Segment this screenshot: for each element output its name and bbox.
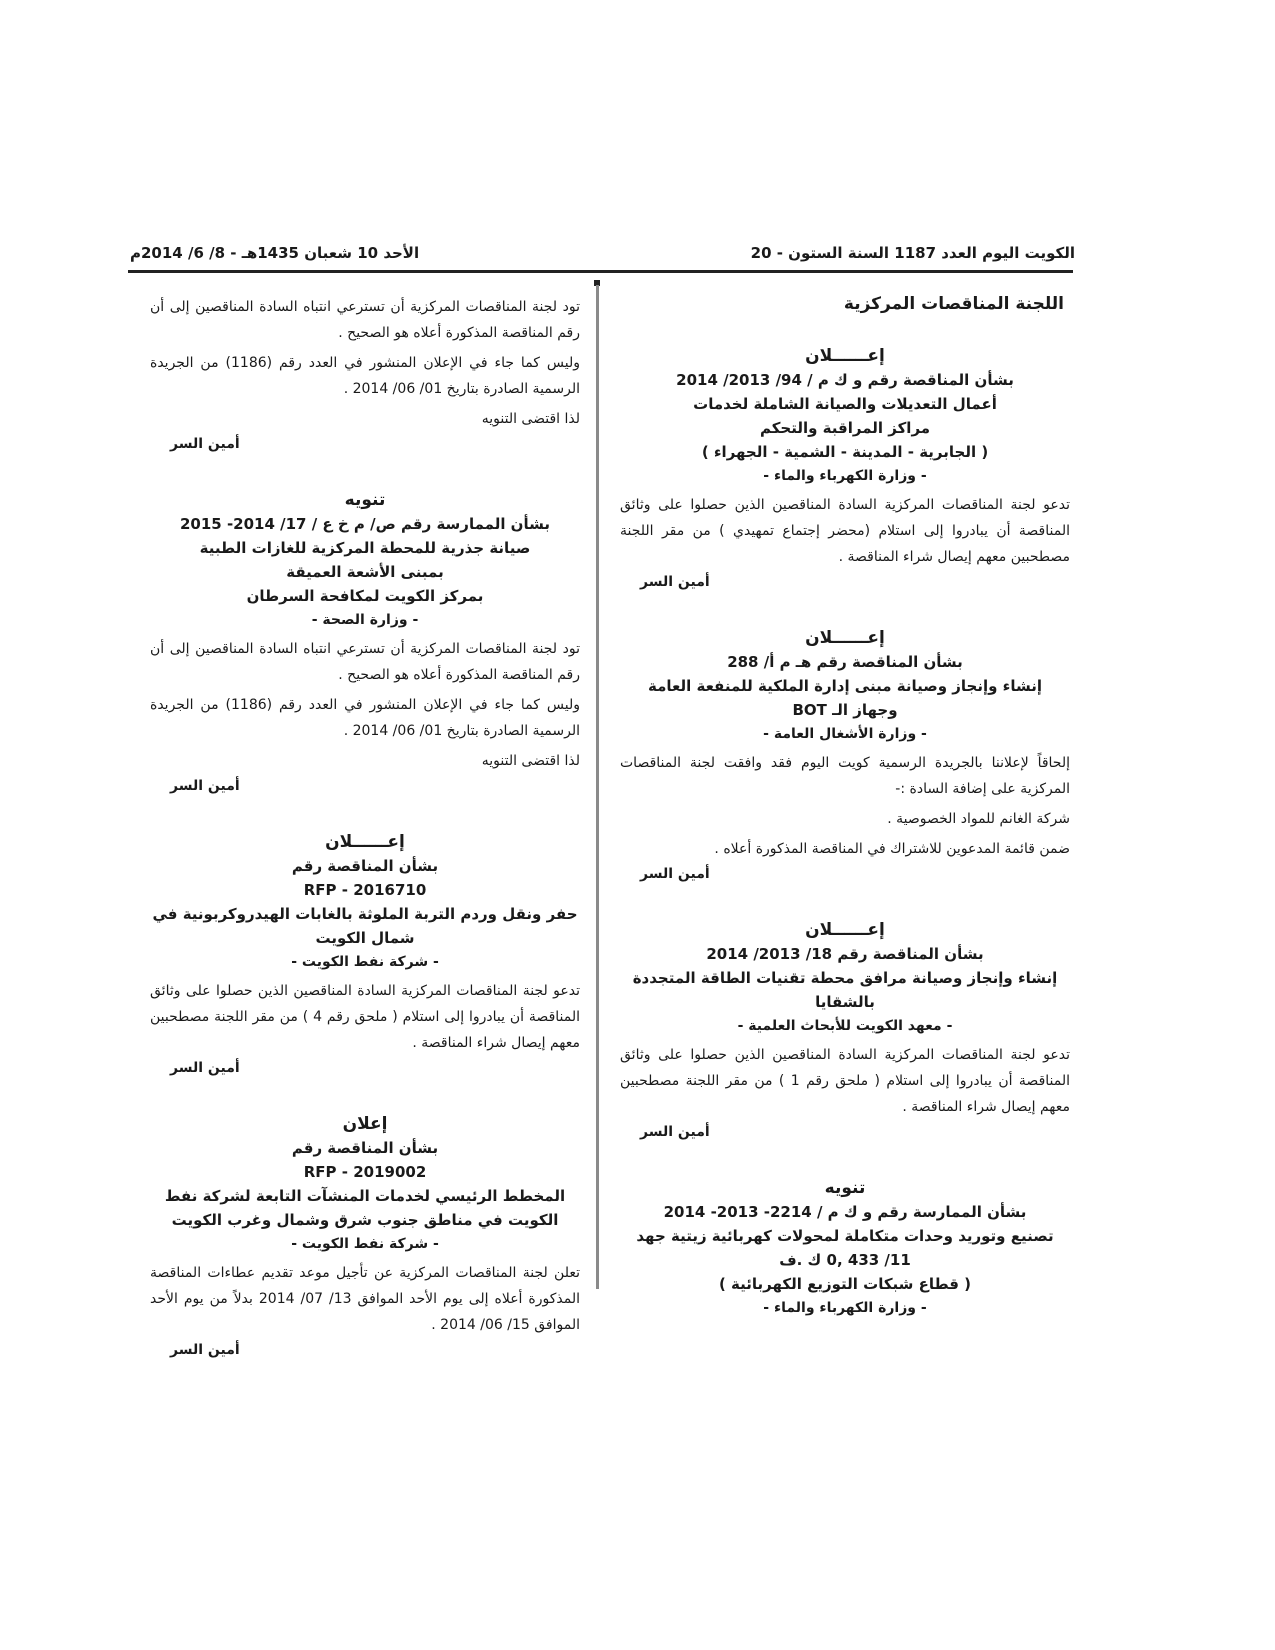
notice-body: تدعو لجنة المناقصات المركزية السادة المناقصين الذين حصلوا على وثائق المناقصة أن يبادروا إلى استلام (محضر إجتماع تمهيدي ) من مقر اللجنة مصطحبين معهم إيصال شراء المناقصة . (620, 497, 1070, 565)
notice-rfp-number: RFP - 2019002 (303, 1163, 427, 1181)
notice-rfp-2019002 (150, 1112, 580, 1358)
notice-body: تدعو لجنة المناقصات المركزية السادة المناقصين الذين حصلوا على وثائق المناقصة أن يبادروا إلى استلام ( ملحق رقم 1 ) من مقر اللجنة مصطحبين معهم إيصال شراء المناقصة . (620, 1047, 1070, 1115)
notice-organization: - شركة نفط الكويت - (291, 1236, 439, 1252)
notice-number: بشأن الممارسة رقم ص/ م خ ع / 17/ 2014- 2015 (179, 515, 551, 533)
section-title: اللجنة المناقصات المركزية (843, 294, 1064, 314)
notice-keyword: تنويه (344, 490, 386, 510)
correction-practice-17 (150, 488, 580, 794)
notice-organization: - وزارة الكهرباء والماء - (763, 1300, 927, 1316)
notice-body-3: لذا اقتضى التنويه (481, 753, 580, 769)
right-column (620, 290, 1070, 1356)
correction-practice-2214 (620, 1176, 1070, 1320)
notice-organization: - وزارة الصحة - (311, 612, 419, 628)
notice-number: بشأن المناقصة رقم 18/ 2013/ 2014 (706, 945, 984, 963)
column-divider (596, 285, 599, 1289)
notice-keyword: تنويه (824, 1178, 866, 1198)
notice-organization: - وزارة الأشغال العامة - (763, 726, 927, 742)
notice-rfp-number: RFP - 2016710 (303, 881, 427, 899)
signature: أمين السر (170, 1342, 240, 1358)
notice-body-company: شركة الغانم للمواد الخصوصية . (887, 811, 1070, 827)
notice-keyword: إعــــــلان (805, 920, 885, 940)
notice-subject-line2: بالشقايا (815, 993, 875, 1011)
signature: أمين السر (640, 1124, 710, 1140)
notice-keyword: إعــــــلان (805, 346, 885, 366)
left-column (150, 290, 580, 1394)
notice-subject-line3: ( قطاع شبكات التوزيع الكهربائية ) (718, 1275, 972, 1293)
notice-subject: إنشاء وإنجاز وصيانة مرافق محطة تقنيات الطاقة المتجددة (632, 969, 1058, 987)
notice-body: تعلن لجنة المناقصات المركزية عن تأجيل موعد تقديم عطاءات المناقصة المذكورة أعلاه إلى يوم الأحد الموافق 13/ 07/ 2014 بدلاً من يوم الأحد الموافق 15/ 06/ 2014 . (150, 1265, 580, 1333)
notice-keyword: إعــــــلان (325, 832, 405, 852)
notice-number: بشأن المناقصة رقم (291, 857, 439, 875)
header-rule (128, 270, 1073, 273)
notice-subject: المخطط الرئيسي لخدمات المنشآت التابعة لشركة نفط الكويت في مناطق جنوب شرق وشمال وغرب الكويت (164, 1187, 566, 1229)
running-header-date: الأحد 10 شعبان 1435هـ - 8/ 6/ 2014م (130, 244, 420, 262)
notice-number: بشأن المناقصة رقم و ك م / 94/ 2013/ 2014 (676, 371, 1014, 389)
notice-number: بشأن المناقصة رقم هـ م أ/ 288 (727, 653, 963, 671)
notice-body-2: وليس كما جاء في الإعلان المنشور في العدد رقم (1186) من الجريدة الرسمية الصادرة بتاريخ 01/ 06/ 2014 . (150, 697, 580, 739)
notice-number: بشأن المناقصة رقم (291, 1139, 439, 1157)
signature: أمين السر (640, 574, 710, 590)
notice-subject: أعمال التعديلات والصيانة الشاملة لخدمات (693, 395, 997, 413)
signature: أمين السر (640, 866, 710, 882)
notice-subject: إنشاء وإنجاز وصيانة مبنى إدارة الملكية للمنفعة العامة (648, 677, 1042, 695)
signature: أمين السر (170, 778, 240, 794)
notice-body-3: لذا اقتضى التنويه (481, 411, 580, 427)
notice-organization: - وزارة الكهرباء والماء - (763, 468, 927, 484)
notice-number: بشأن الممارسة رقم و ك م / 2214- 2013- 2014 (663, 1203, 1027, 1221)
notice-organization: - شركة نفط الكويت - (291, 954, 439, 970)
notice-subject-line3: بمركز الكويت لمكافحة السرطان (246, 587, 484, 605)
notice-organization: - معهد الكويت للأبحاث العلمية - (737, 1018, 953, 1034)
notice-body: تود لجنة المناقصات المركزية أن تسترعي انتباه السادة المناقصين إلى أن رقم المناقصة المذكورة أعلاه هو الصحيح . (150, 299, 580, 341)
notice-tender-288 (620, 626, 1070, 882)
notice-subject: حفر ونقل وردم التربة الملوثة بالغابات الهيدروكربونية في شمال الكويت (152, 905, 578, 947)
notice-subject: صيانة جذرية للمحطة المركزية للغازات الطبية (199, 539, 531, 557)
running-header-issue: الكويت اليوم العدد 1187 السنة الستون - 20 (750, 244, 1075, 262)
notice-rfp-2016710 (150, 830, 580, 1076)
notice-subject-line3: ( الجابرية - المدينة - الشمية - الجهراء ) (701, 443, 989, 461)
notice-body-2: وليس كما جاء في الإعلان المنشور في العدد رقم (1186) من الجريدة الرسمية الصادرة بتاريخ 01/ 06/ 2014 . (150, 355, 580, 397)
notice-tender-18 (620, 918, 1070, 1140)
signature: أمين السر (170, 436, 240, 452)
notice-subject: تصنيع وتوريد وحدات متكاملة لمحولات كهربائية زيتية جهد (636, 1227, 1054, 1245)
notice-subject-line2: 11/ 433 ,0 ك .ف (779, 1251, 911, 1269)
signature: أمين السر (170, 1060, 240, 1076)
notice-body: إلحاقاً لإعلاننا بالجريدة الرسمية كويت اليوم فقد وافقت لجنة المناقصات المركزية على إضافة السادة :- (620, 755, 1070, 797)
notice-keyword: إعــــــلان (805, 628, 885, 648)
notice-tender-94 (620, 344, 1070, 590)
notice-body: تود لجنة المناقصات المركزية أن تسترعي انتباه السادة المناقصين إلى أن رقم المناقصة المذكورة أعلاه هو الصحيح . (150, 641, 580, 683)
notice-body-end: ضمن قائمة المدعوين للاشتراك في المناقصة المذكورة أعلاه . (714, 841, 1070, 857)
notice-subject-line2: بمبنى الأشعة العميقة (286, 563, 444, 581)
notice-subject-line2: وجهاز الـ BOT (792, 701, 898, 719)
notice-subject-line2: مراكز المراقبة والتحكم (759, 419, 931, 437)
notice-body: تدعو لجنة المناقصات المركزية السادة المناقصين الذين حصلوا على وثائق المناقصة أن يبادروا إلى استلام ( ملحق رقم 4 ) من مقر اللجنة مصطحبين معهم إيصال شراء المناقصة . (150, 983, 581, 1051)
correction-continued (150, 294, 580, 452)
notice-keyword: إعلان (342, 1114, 388, 1134)
